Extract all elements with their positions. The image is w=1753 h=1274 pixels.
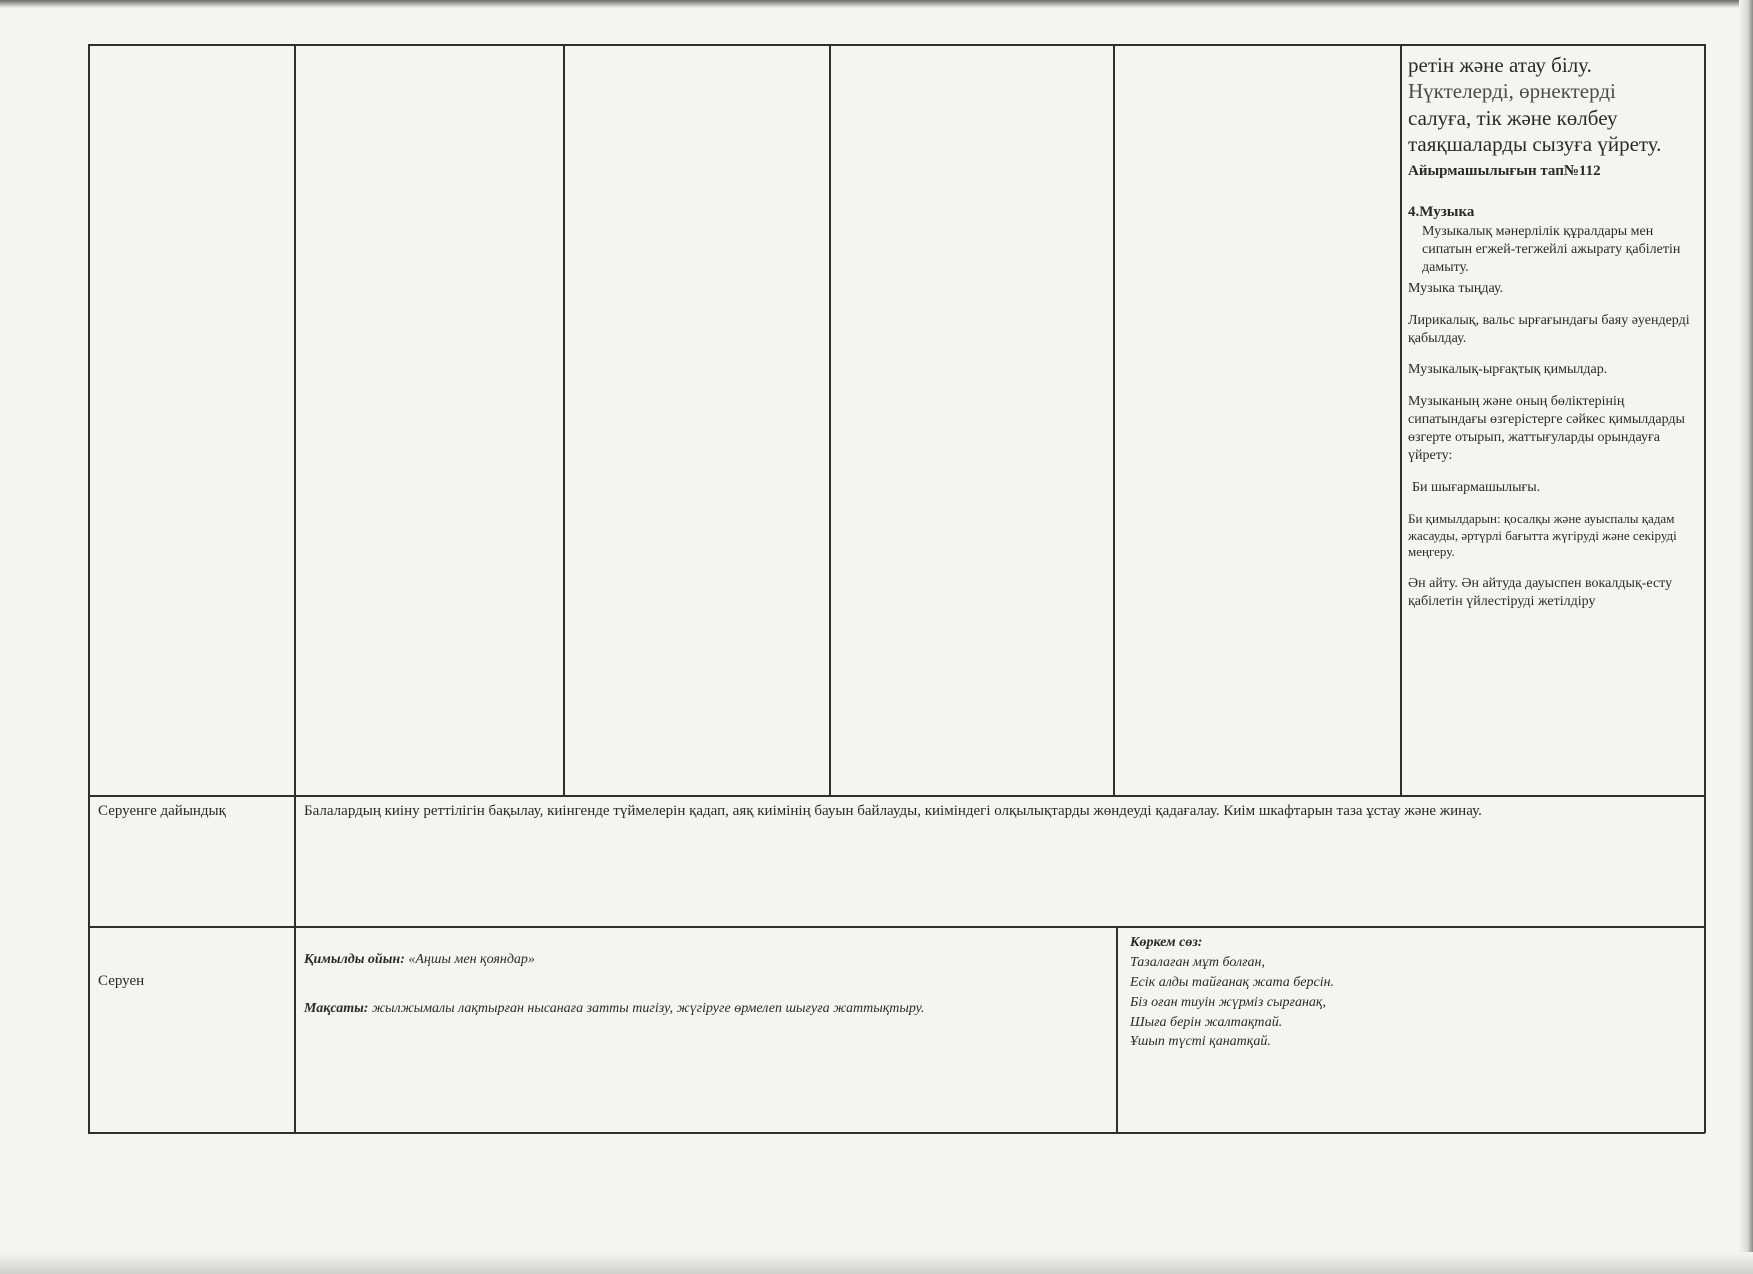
- walk-prep-text: Балалардың киіну реттілігін бақылау, киінгенде түймелерін қадап, аяқ киімінің бауын байлауды, киіміндегі олқылықтарды жөндеуді қадағалау. Киім шкафтарын таза ұстау және жинау.: [304, 803, 1482, 819]
- walk-goal-text: жылжымалы лақтырған нысанаға затты тигізу, жүгіруге өрмелеп шығуға жаттықтыру.: [371, 1001, 925, 1016]
- table-border-bottom: [88, 1132, 1705, 1134]
- music-dance-creativity: Би шығармашылығы.: [1412, 479, 1541, 495]
- walk-poem-label: Көркем сөз:: [1130, 935, 1203, 950]
- table-border-row2: [88, 926, 1705, 928]
- day-column-divider-4: [1400, 44, 1402, 796]
- scan-edge-bottom: [0, 1252, 1753, 1274]
- walk-poem-line: Есік алды тайғанақ жата берсін.: [1130, 974, 1335, 990]
- maths-line: Нүктелерді, өрнектерді: [1408, 79, 1616, 104]
- music-lyrical: Лирикалық, вальс ырғағындағы баяу әуендерді қабылдау.: [1408, 312, 1690, 346]
- walk-goal: [304, 1000, 1024, 1019]
- walk-prep-label: Серуенге дайындық: [98, 803, 226, 819]
- music-singing: Ән айту. Ән айтуда дауыспен вокалдық-есту қабілетін үйлестіруді жетілдіру: [1408, 575, 1673, 609]
- table-border-top: [88, 44, 1705, 46]
- day-column-divider-2: [829, 44, 831, 796]
- music-movements: Музыкалық-ырғақтық қимылдар.: [1408, 362, 1608, 378]
- walk-poem-line: Біз оған тиуін жүрміз сырғанақ,: [1130, 994, 1326, 1010]
- music-listening: Музыка тыңдау.: [1408, 280, 1504, 296]
- walk-row-divider: [1116, 926, 1118, 1133]
- walk-game: [304, 952, 1084, 969]
- label-column-divider: [294, 44, 296, 1133]
- walk-poem-line: Шыға берін жалтақтай.: [1130, 1014, 1283, 1030]
- scan-edge-top: [0, 0, 1753, 8]
- maths-line: салуға, тік және көлбеу: [1408, 105, 1618, 130]
- music-goal: Музыкалық мәнерлілік құралдары мен сипатын егжей-тегжейлі ажырату қабілетін дамыту.: [1422, 224, 1681, 275]
- music-title: 4.Музыка: [1408, 204, 1475, 220]
- game-label: Айырмашылығын тап№112: [1408, 163, 1601, 179]
- day-column-divider-1: [563, 44, 565, 796]
- music-dance-desc: Би қимылдарын: қосалқы және ауыспалы қадам жасауды, әртүрлі бағытта жүгіруді және секіруді меңгеру.: [1408, 510, 1677, 560]
- walk-label: Серуен: [98, 973, 145, 989]
- music-section: [1408, 203, 1698, 611]
- maths-line: ретін және атау білу.: [1408, 53, 1592, 77]
- table-border-row1: [88, 795, 1705, 797]
- scan-edge-right: [1739, 0, 1753, 1274]
- walk-game-label: Қимылды ойын:: [304, 952, 405, 967]
- day-column-divider-3: [1113, 44, 1115, 796]
- walk-goal-label: Мақсаты:: [304, 1001, 369, 1016]
- walk-poem-line: Тазалаған мұт болған,: [1130, 954, 1265, 970]
- maths-continuation: [1408, 52, 1698, 157]
- walk-poem-line: Ұшып түсті қанатқай.: [1130, 1034, 1271, 1050]
- maths-line: таяқшаларды сызуға үйрету.: [1408, 131, 1662, 156]
- music-movements-desc: Музыканың және оның бөліктерінің сипатындағы өзгерістерге сәйкес қимылдарды өзгерте отырып, жаттығуларды орындауға үйрету:: [1408, 394, 1685, 464]
- table-border-left: [88, 44, 90, 1133]
- walk-poem: [1130, 933, 1690, 1052]
- table-border-right: [1704, 44, 1706, 1133]
- walk-game-name: «Аңшы мен қояндар»: [408, 952, 535, 967]
